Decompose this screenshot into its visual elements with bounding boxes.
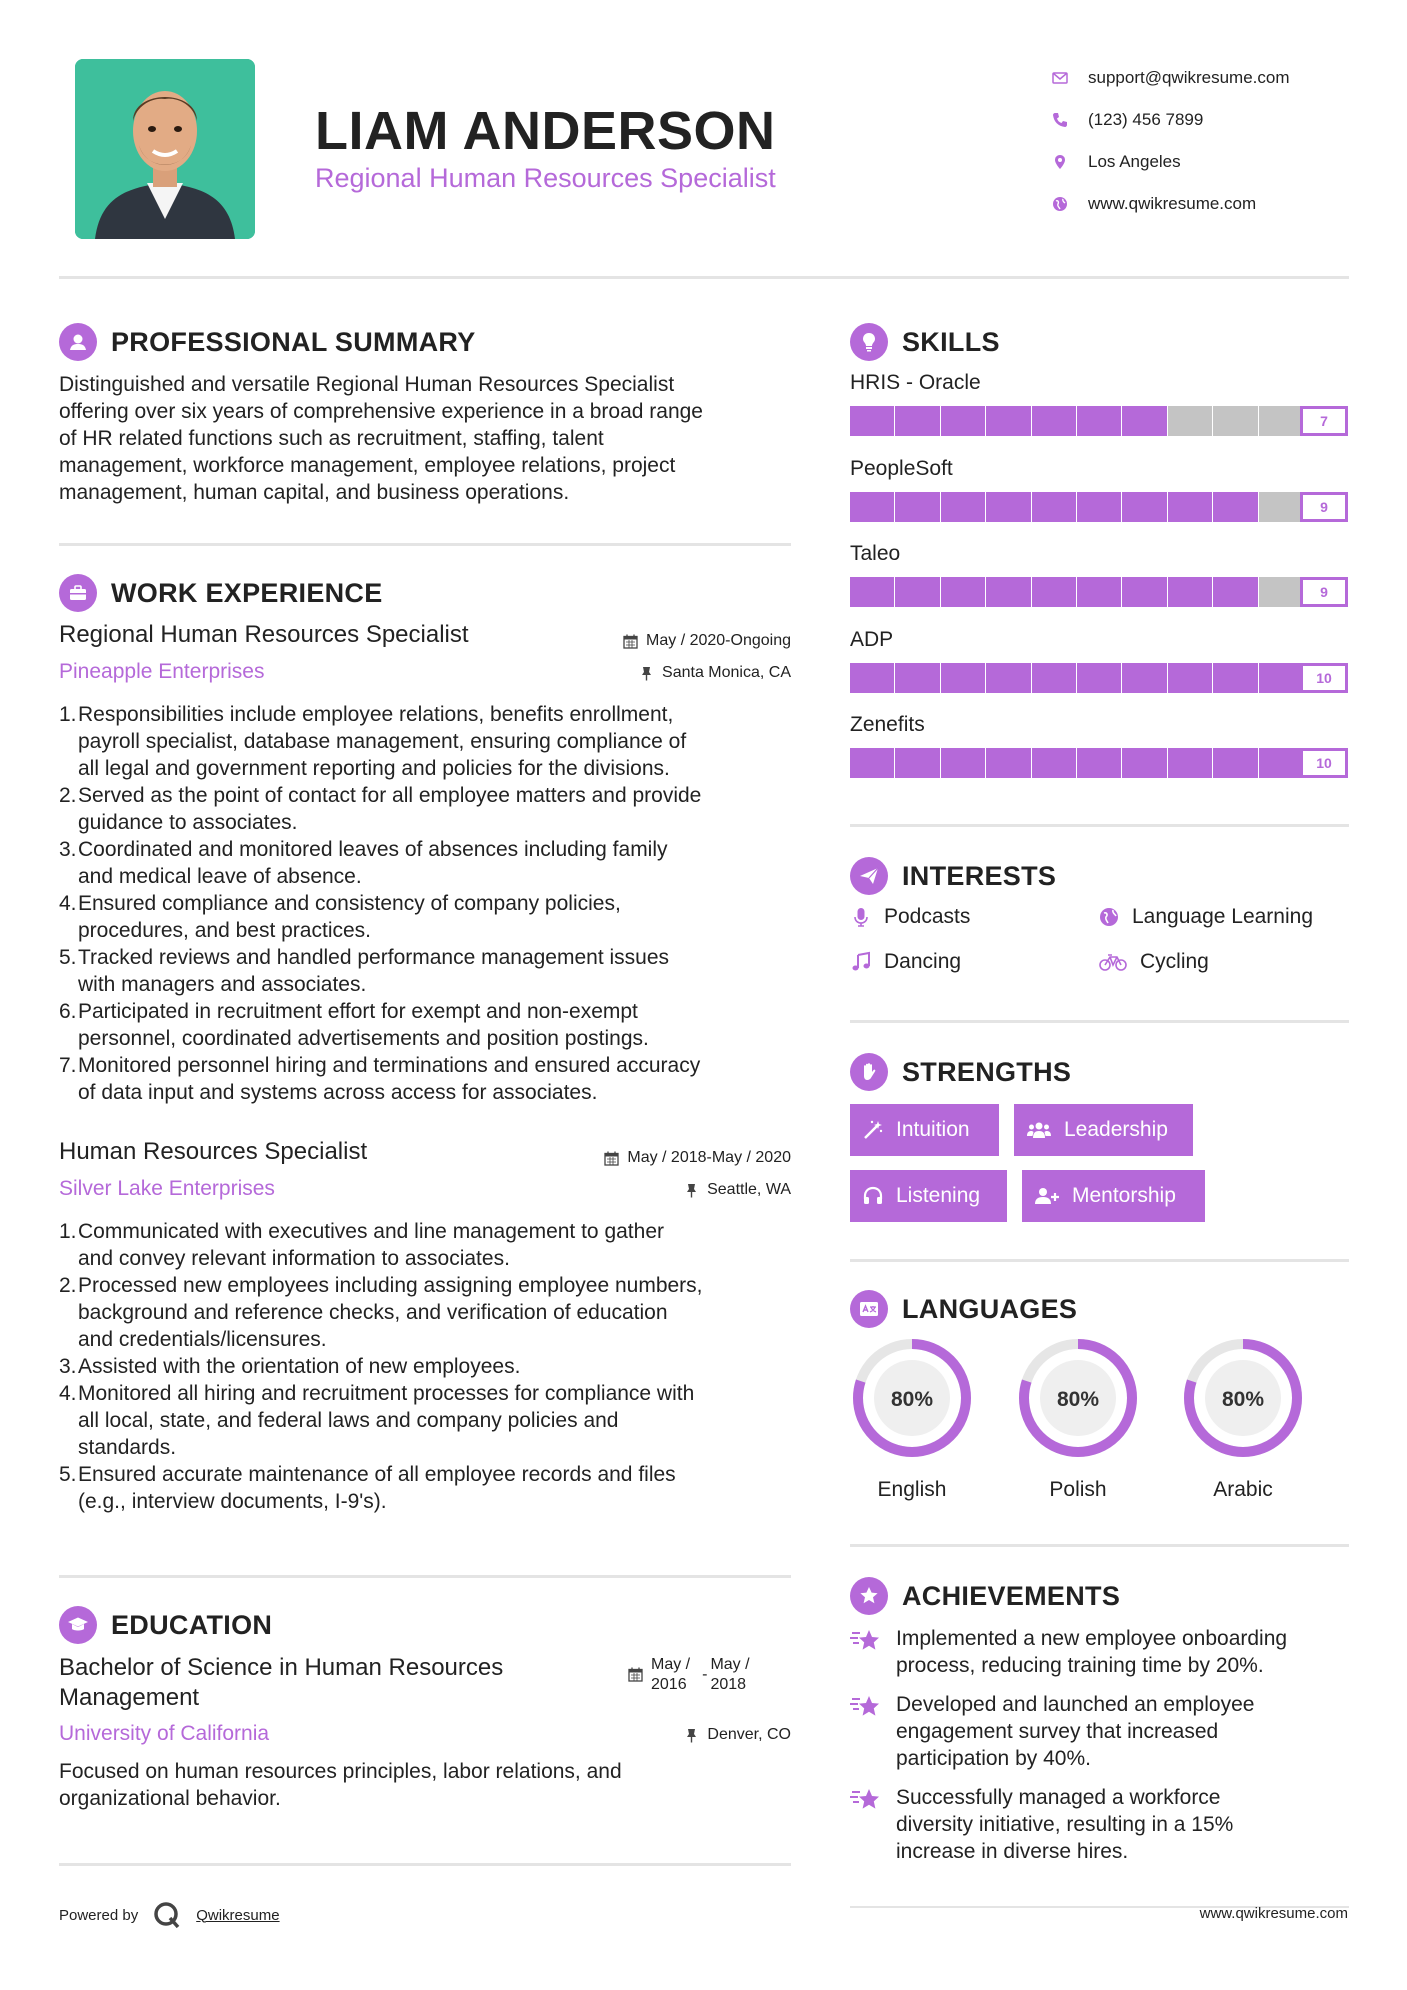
skill-bar-segment <box>850 748 894 778</box>
education-description: Focused on human resources principles, labor relations, and organizational behavior. <box>59 1760 622 1810</box>
experience-heading: WORK EXPERIENCE <box>59 574 383 612</box>
interests-heading: INTERESTS <box>850 857 1056 895</box>
skill-bar-segment <box>1032 663 1076 693</box>
skill-bar-segment <box>850 663 894 693</box>
skill-bar-segment <box>850 406 894 436</box>
skill-bar-segment <box>1122 492 1166 522</box>
contact-location <box>1052 141 1290 183</box>
achievement-2: Developed and launched an employee engagement survey that increased participation by 40%. <box>850 1691 1351 1772</box>
skill-bar-segment <box>1213 492 1257 522</box>
skill-score: 9 <box>1300 492 1348 522</box>
skill-bar-segment <box>1213 663 1257 693</box>
list-item: 3. Assisted with the orientation of new employees. <box>59 1355 521 1378</box>
skill-bar <box>850 406 1304 436</box>
job-1-responsibilities <box>59 701 799 1106</box>
footer-brand-link[interactable]: Qwikresume <box>196 1906 280 1924</box>
skill-score: 10 <box>1300 663 1348 693</box>
skill-bar-segment <box>1122 406 1166 436</box>
job-1-date: May / 2020-Ongoing <box>560 632 791 650</box>
job-2-responsibilities <box>59 1218 799 1515</box>
skill-bar-segment <box>1213 406 1257 436</box>
skill-bar <box>850 748 1304 778</box>
job-1-company: Pineapple Enterprises <box>59 660 265 683</box>
award-icon <box>850 1577 888 1615</box>
skill-bar-segment <box>941 492 985 522</box>
job-1-title: Regional Human Resources Specialist <box>59 621 469 648</box>
skill-bar-segment <box>850 577 894 607</box>
skill-bar-segment <box>986 577 1030 607</box>
strengths-heading: STRENGTHS <box>850 1053 1071 1091</box>
skill-score: 10 <box>1300 748 1348 778</box>
candidate-title: Regional Human Resources Specialist <box>315 163 776 193</box>
skill-name: ADP <box>850 627 894 651</box>
achievements-heading: ACHIEVEMENTS <box>850 1577 1120 1615</box>
education-heading: EDUCATION <box>59 1606 272 1644</box>
skill-bar-segment <box>895 748 939 778</box>
contact-email[interactable] <box>1052 57 1290 99</box>
paper-plane-icon <box>850 857 888 895</box>
skill-score: 7 <box>1300 406 1348 436</box>
person-portrait-icon <box>75 59 255 239</box>
skill-score: 9 <box>1300 577 1348 607</box>
skill-bar-segment <box>1259 577 1303 607</box>
strengths-divider <box>850 1259 1349 1262</box>
job-1-location: Santa Monica, CA <box>560 664 791 682</box>
pin-icon <box>684 1728 699 1743</box>
interest-cycling: Cycling <box>1098 950 1209 974</box>
skill-name: PeopleSoft <box>850 456 953 480</box>
interests-divider <box>850 1020 1349 1023</box>
briefcase-icon <box>59 574 97 612</box>
star-icon <box>850 1693 882 1721</box>
contact-website[interactable] <box>1052 183 1290 225</box>
skill-bar-segment <box>941 577 985 607</box>
footer-website[interactable]: www.qwikresume.com <box>1199 1905 1348 1922</box>
strength-listening: Listening <box>850 1170 1007 1222</box>
achievement-3: Successfully managed a workforce diversity initiative, resulting in a 15% increase in diverse hires. <box>850 1784 1351 1865</box>
language-polish <box>1016 1336 1140 1502</box>
star-icon <box>850 1786 882 1814</box>
microphone-icon <box>850 906 872 928</box>
pin-icon <box>639 666 654 681</box>
skill-bar-segment <box>1077 406 1121 436</box>
calendar-icon <box>623 634 638 649</box>
summary-heading: PROFESSIONAL SUMMARY <box>59 323 476 361</box>
education-degree: Bachelor of Science in Human Resources Management <box>59 1654 504 1711</box>
language-percent: 80% <box>1221 1388 1265 1411</box>
header-divider <box>59 276 1349 279</box>
skill-bar-segment <box>941 748 985 778</box>
skill-bar-segment <box>1168 748 1212 778</box>
list-item: 5. Ensured accurate maintenance of all employee records and files (e.g., interview documents, I-9's). <box>59 1463 676 1513</box>
pin-icon <box>684 1183 699 1198</box>
skill-bar-segment <box>1032 406 1076 436</box>
skill-bar <box>850 663 1304 693</box>
skill-bar-segment <box>1122 577 1166 607</box>
strength-mentorship: Mentorship <box>1022 1170 1205 1222</box>
language-name: English <box>877 1478 947 1501</box>
skill-bar-segment <box>1213 748 1257 778</box>
footer-powered-by: Powered by Qwikresume <box>59 1900 280 1930</box>
education-location: Denver, CO <box>560 1726 791 1744</box>
map-pin-icon <box>1052 154 1068 170</box>
skill-name: Zenefits <box>850 713 925 736</box>
skill-bar-segment <box>1032 748 1076 778</box>
language-progress-ring <box>850 1336 974 1460</box>
skill-bar-segment <box>1077 492 1121 522</box>
achievement-1: Implemented a new employee onboarding process, reducing training time by 20%. <box>850 1625 1351 1679</box>
list-item: 1. Communicated with executives and line management to gather and convey relevant information to associates. <box>59 1220 664 1270</box>
contact-location-text: Los Angeles <box>1088 152 1181 171</box>
hand-icon <box>850 1053 888 1091</box>
headphones-icon <box>862 1185 884 1207</box>
list-item: 3. Coordinated and monitored leaves of absences including family and medical leave of absence. <box>59 838 668 888</box>
skill-bar-segment <box>1077 577 1121 607</box>
skill-bar-segment <box>1213 577 1257 607</box>
user-plus-icon <box>1034 1185 1060 1207</box>
skill-bar-segment <box>1259 406 1303 436</box>
skill-name: HRIS - Oracle <box>850 371 981 394</box>
list-item: 4. Ensured compliance and consistency of company policies, procedures, and best practices. <box>59 892 621 942</box>
interest-language-learning: Language Learning <box>1098 905 1313 929</box>
phone-icon <box>1052 112 1068 128</box>
skill-bar <box>850 577 1304 607</box>
skills-divider <box>850 824 1349 827</box>
job-2-company: Silver Lake Enterprises <box>59 1177 275 1200</box>
graduation-cap-icon <box>59 1606 97 1644</box>
language-progress-ring <box>1016 1336 1140 1460</box>
language-icon <box>850 1290 888 1328</box>
list-item: 6. Participated in recruitment effort for exempt and non-exempt personnel, coordinated advertisements and position postings. <box>59 1000 649 1050</box>
language-english <box>850 1336 974 1502</box>
language-arabic <box>1181 1336 1305 1502</box>
skill-bar-segment <box>1077 748 1121 778</box>
candidate-name: LIAM ANDERSON <box>315 101 776 161</box>
skill-bar-segment <box>1259 492 1303 522</box>
experience-divider <box>59 1575 791 1578</box>
skill-bar-segment <box>1077 663 1121 693</box>
language-progress-ring <box>1181 1336 1305 1460</box>
skill-bar-segment <box>1122 663 1166 693</box>
list-item: 2. Served as the point of contact for all employee matters and provide guidance to associates. <box>59 784 702 834</box>
users-icon <box>1026 1119 1052 1141</box>
envelope-icon <box>1052 70 1068 86</box>
list-item: 7. Monitored personnel hiring and terminations and ensured accuracy of data input and systems across access for associates. <box>59 1054 701 1104</box>
list-item: 5. Tracked reviews and handled performance management issues with managers and associates. <box>59 946 670 996</box>
language-percent: 80% <box>1056 1388 1100 1411</box>
music-icon <box>850 951 872 973</box>
skills-heading: SKILLS <box>850 323 1000 361</box>
language-percent: 80% <box>890 1388 934 1411</box>
list-item: 1. Responsibilities include employee relations, benefits enrollment, payroll specialist, database management, ensuring compliance of all legal and government reporting and policies for the divisions. <box>59 703 687 780</box>
calendar-icon <box>628 1667 643 1682</box>
skill-bar-segment <box>941 663 985 693</box>
skill-bar-segment <box>941 406 985 436</box>
summary-divider <box>59 543 791 546</box>
calendar-icon <box>604 1151 619 1166</box>
list-item: 2. Processed new employees including assigning employee numbers, background and reference checks, and verification of education and credentials/licensures. <box>59 1274 703 1351</box>
contact-website-text: www.qwikresume.com <box>1088 194 1257 213</box>
language-name: Polish <box>1049 1478 1107 1501</box>
languages-divider <box>850 1544 1349 1547</box>
strength-intuition: Intuition <box>850 1104 999 1156</box>
skill-bar-segment <box>986 492 1030 522</box>
skill-bar-segment <box>1259 663 1303 693</box>
education-divider <box>59 1863 791 1866</box>
contact-phone[interactable] <box>1052 99 1290 141</box>
contact-phone-text: (123) 456 7899 <box>1088 110 1204 129</box>
skill-bar-segment <box>986 748 1030 778</box>
strength-leadership: Leadership <box>1014 1104 1193 1156</box>
skill-bar-segment <box>895 663 939 693</box>
list-item: 4. Monitored all hiring and recruitment processes for compliance with all local, state, and federal laws and company policies and standards. <box>59 1382 695 1459</box>
job-2-date: May / 2018-May / 2020 <box>540 1149 791 1167</box>
magic-wand-icon <box>862 1119 884 1141</box>
summary-text: Distinguished and versatile Regional Human Resources Specialist offering over six years of comprehensive experience in a broad range of HR related functions such as recruitment, staffing, talent management, workforce management, employee relations, project management, human capital, and business operations. <box>59 373 703 504</box>
globe-icon <box>1052 196 1068 212</box>
lightbulb-icon <box>850 323 888 361</box>
skill-bar-segment <box>1032 577 1076 607</box>
language-name: Arabic <box>1213 1478 1273 1501</box>
languages-heading: LANGUAGES <box>850 1290 1077 1328</box>
skill-bar-segment <box>1122 748 1166 778</box>
skill-bar-segment <box>895 406 939 436</box>
profile-photo <box>75 59 255 239</box>
job-2-title: Human Resources Specialist <box>59 1138 368 1165</box>
interest-podcasts: Podcasts <box>850 905 970 929</box>
qwikresume-logo-icon <box>152 1900 182 1930</box>
skill-bar <box>850 492 1304 522</box>
bicycle-icon <box>1098 951 1128 973</box>
interest-dancing: Dancing <box>850 950 961 974</box>
contact-email-text: support@qwikresume.com <box>1088 68 1290 87</box>
star-icon <box>850 1627 882 1655</box>
skill-bar-segment <box>1259 748 1303 778</box>
skill-bar-segment <box>986 663 1030 693</box>
skill-bar-segment <box>1168 406 1212 436</box>
skill-bar-segment <box>1032 492 1076 522</box>
education-date: May / 2016 - May / 2018 <box>628 1655 750 1695</box>
job-2-location: Seattle, WA <box>560 1181 791 1199</box>
user-icon <box>59 323 97 361</box>
contact-block <box>1052 57 1290 225</box>
education-school: University of California <box>59 1722 270 1745</box>
skill-bar-segment <box>1168 577 1212 607</box>
skill-bar-segment <box>895 492 939 522</box>
skill-bar-segment <box>986 406 1030 436</box>
skill-name: Taleo <box>850 542 901 565</box>
skill-bar-segment <box>1168 663 1212 693</box>
skill-bar-segment <box>895 577 939 607</box>
globe-icon <box>1098 906 1120 928</box>
skill-bar-segment <box>850 492 894 522</box>
skill-bar-segment <box>1168 492 1212 522</box>
